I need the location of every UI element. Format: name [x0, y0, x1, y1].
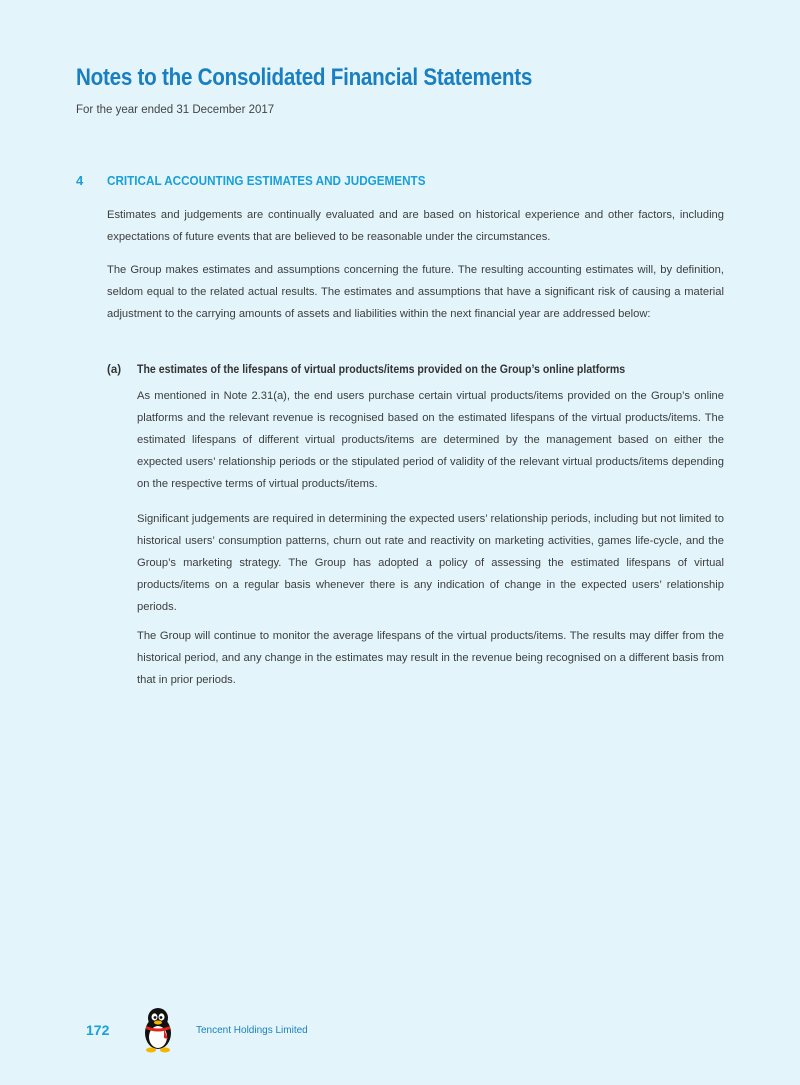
penguin-mascot-icon	[140, 1005, 176, 1053]
page-subtitle: For the year ended 31 December 2017	[76, 104, 275, 116]
section-paragraph: The Group makes estimates and assumptions concerning the future. The resulting accounting estimates will, by definition, seldom equal to the related actual results. The estimates and assumptions that have a significant risk of causing a material adjustment to the carrying amounts of assets and liabilities within the next financial year are addressed below:	[107, 264, 724, 320]
subsection-paragraph: Significant judgements are required in determining the expected users’ relationship periods, including but not limited to historical users’ consumption patterns, churn out rate and reactivity on marketing activities, games life-cycle, and the Group’s marketing strategy. The Group has adopted a policy of assessing the estimated lifespans of virtual products/items on a regular basis whenever there is any indication of change in the expected users’ relationship periods.	[137, 513, 724, 613]
subsection-title: The estimates of the lifespans of virtual products/items provided on the Group’s online platforms	[137, 364, 626, 376]
page-title: Notes to the Consolidated Financial Statements	[76, 64, 533, 91]
subsection-paragraph: The Group will continue to monitor the average lifespans of the virtual products/items. The results may differ from the historical period, and any change in the estimates may result in the revenue being recognised on a different basis from that in prior periods.	[137, 630, 724, 686]
company-name: Tencent Holdings Limited	[196, 1025, 308, 1036]
section-paragraph: Estimates and judgements are continually evaluated and are based on historical experience and other factors, including expectations of future events that are believed to be reasonable under the circumstances.	[107, 209, 724, 243]
subsection-paragraph: As mentioned in Note 2.31(a), the end users purchase certain virtual products/items provided on the Group’s online platforms and the relevant revenue is recognised based on the estimated lifespans of the virtual products/items. The estimated lifespans of different virtual products/items are determined by the management based on either the expected users’ relationship periods or the stipulated period of validity of the relevant virtual products/items depending on the respective terms of virtual products/items.	[137, 390, 724, 490]
section-number: 4	[76, 173, 84, 188]
section-title: CRITICAL ACCOUNTING ESTIMATES AND JUDGEMENTS	[107, 173, 426, 188]
subsection-letter: (a)	[107, 364, 122, 376]
page-number: 172	[86, 1022, 110, 1038]
